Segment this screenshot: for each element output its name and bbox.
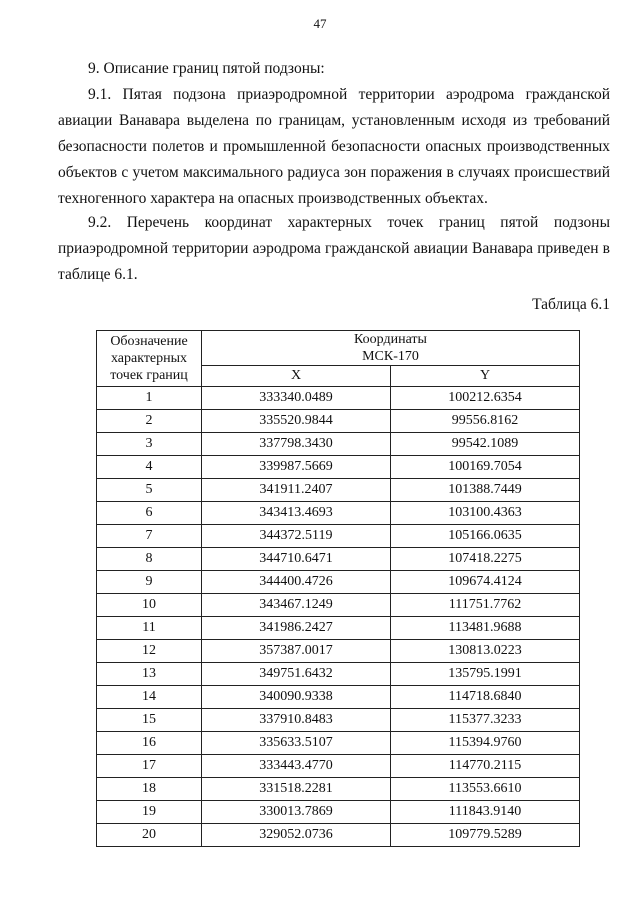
paragraph-9-2-text: 9.2. Перечень координат характерных точек границ пятой подзоны приаэродромной территории аэродрома гражданской авиации Ванавара приведен в таблице 6.1.	[58, 214, 610, 283]
y-coordinate-cell: 113481.9688	[391, 617, 580, 640]
table-row	[97, 663, 580, 686]
x-coordinate-cell: 335520.9844	[202, 410, 391, 433]
point-number-cell: 17	[97, 755, 202, 778]
table-caption: Таблица 6.1	[532, 296, 610, 313]
x-coordinate-cell: 329052.0736	[202, 824, 391, 847]
y-coordinate-cell: 111751.7762	[391, 594, 580, 617]
y-coordinate-cell: 103100.4363	[391, 502, 580, 525]
point-number-cell: 20	[97, 824, 202, 847]
x-coordinate-cell: 341911.2407	[202, 479, 391, 502]
table-row	[97, 709, 580, 732]
table-row	[97, 755, 580, 778]
table-row	[97, 732, 580, 755]
x-coordinate-cell: 349751.6432	[202, 663, 391, 686]
x-coordinate-cell: 340090.9338	[202, 686, 391, 709]
point-number-cell: 8	[97, 548, 202, 571]
x-coordinate-cell: 333340.0489	[202, 387, 391, 410]
table-row	[97, 387, 580, 410]
y-coordinate-cell: 100169.7054	[391, 456, 580, 479]
point-number-cell: 3	[97, 433, 202, 456]
table-row	[97, 456, 580, 479]
section-heading: 9. Описание границ пятой подзоны:	[88, 60, 325, 77]
table-header-row	[97, 331, 580, 366]
y-coordinate-cell: 135795.1991	[391, 663, 580, 686]
table-row	[97, 571, 580, 594]
y-coordinate-cell: 111843.9140	[391, 801, 580, 824]
x-coordinate-cell: 341986.2427	[202, 617, 391, 640]
paragraph-9-2	[58, 210, 610, 288]
table-row	[97, 686, 580, 709]
table-row	[97, 801, 580, 824]
table-row	[97, 617, 580, 640]
y-coordinate-cell: 115394.9760	[391, 732, 580, 755]
table-row	[97, 594, 580, 617]
paragraph-9-1	[58, 82, 610, 212]
point-number-cell: 5	[97, 479, 202, 502]
table-row	[97, 640, 580, 663]
y-coordinate-cell: 105166.0635	[391, 525, 580, 548]
point-number-cell: 7	[97, 525, 202, 548]
header-point-label-line: Обозначение	[110, 334, 188, 349]
x-coordinate-cell: 335633.5107	[202, 732, 391, 755]
y-coordinate-cell: 114718.6840	[391, 686, 580, 709]
x-coordinate-cell: 330013.7869	[202, 801, 391, 824]
table-row	[97, 433, 580, 456]
x-coordinate-cell: 344710.6471	[202, 548, 391, 571]
header-coordinates-line: Координаты	[354, 332, 427, 347]
y-coordinate-cell: 99542.1089	[391, 433, 580, 456]
table-body	[97, 387, 580, 847]
header-point-label-line: характерных	[110, 351, 188, 366]
table-row	[97, 778, 580, 801]
page-number: 47	[313, 16, 327, 31]
y-coordinate-cell: 115377.3233	[391, 709, 580, 732]
x-coordinate-cell: 343413.4693	[202, 502, 391, 525]
point-number-cell: 11	[97, 617, 202, 640]
point-number-cell: 10	[97, 594, 202, 617]
point-number-cell: 2	[97, 410, 202, 433]
table-row	[97, 479, 580, 502]
x-coordinate-cell: 357387.0017	[202, 640, 391, 663]
table-row	[97, 548, 580, 571]
y-coordinate-cell: 109674.4124	[391, 571, 580, 594]
point-number-cell: 15	[97, 709, 202, 732]
x-coordinate-cell: 339987.5669	[202, 456, 391, 479]
point-number-cell: 18	[97, 778, 202, 801]
y-coordinate-cell: 100212.6354	[391, 387, 580, 410]
table-row	[97, 410, 580, 433]
point-number-cell: 19	[97, 801, 202, 824]
point-number-cell: 16	[97, 732, 202, 755]
y-coordinate-cell: 101388.7449	[391, 479, 580, 502]
point-number-cell: 12	[97, 640, 202, 663]
y-coordinate-cell: 109779.5289	[391, 824, 580, 847]
point-number-cell: 13	[97, 663, 202, 686]
x-coordinate-cell: 337910.8483	[202, 709, 391, 732]
header-point-label-line: точек границ	[110, 368, 188, 383]
point-number-cell: 9	[97, 571, 202, 594]
header-y: Y	[391, 366, 580, 387]
point-number-cell: 4	[97, 456, 202, 479]
coordinates-table	[96, 330, 580, 847]
y-coordinate-cell: 99556.8162	[391, 410, 580, 433]
table-row	[97, 525, 580, 548]
header-coordinates	[202, 331, 580, 366]
x-coordinate-cell: 344372.5119	[202, 525, 391, 548]
x-coordinate-cell: 331518.2281	[202, 778, 391, 801]
paragraph-9-1-text: 9.1. Пятая подзона приаэродромной территории аэродрома гражданской авиации Ванавара выделена по границам, установленным исходя из требований безопасности полетов и промышленной безопасности опасных производственных объектов с учетом максимального радиуса зон поражения в случаях происшествий техногенного характера на опасных производственных объектах.	[58, 86, 610, 207]
x-coordinate-cell: 333443.4770	[202, 755, 391, 778]
y-coordinate-cell: 113553.6610	[391, 778, 580, 801]
y-coordinate-cell: 107418.2275	[391, 548, 580, 571]
y-coordinate-cell: 130813.0223	[391, 640, 580, 663]
point-number-cell: 14	[97, 686, 202, 709]
header-x: X	[202, 366, 391, 387]
y-coordinate-cell: 114770.2115	[391, 755, 580, 778]
x-coordinate-cell: 344400.4726	[202, 571, 391, 594]
header-point-label	[97, 331, 202, 387]
x-coordinate-cell: 343467.1249	[202, 594, 391, 617]
x-coordinate-cell: 337798.3430	[202, 433, 391, 456]
header-coordinates-line: МСК-170	[362, 349, 419, 364]
table-row	[97, 502, 580, 525]
point-number-cell: 1	[97, 387, 202, 410]
table-row	[97, 824, 580, 847]
point-number-cell: 6	[97, 502, 202, 525]
